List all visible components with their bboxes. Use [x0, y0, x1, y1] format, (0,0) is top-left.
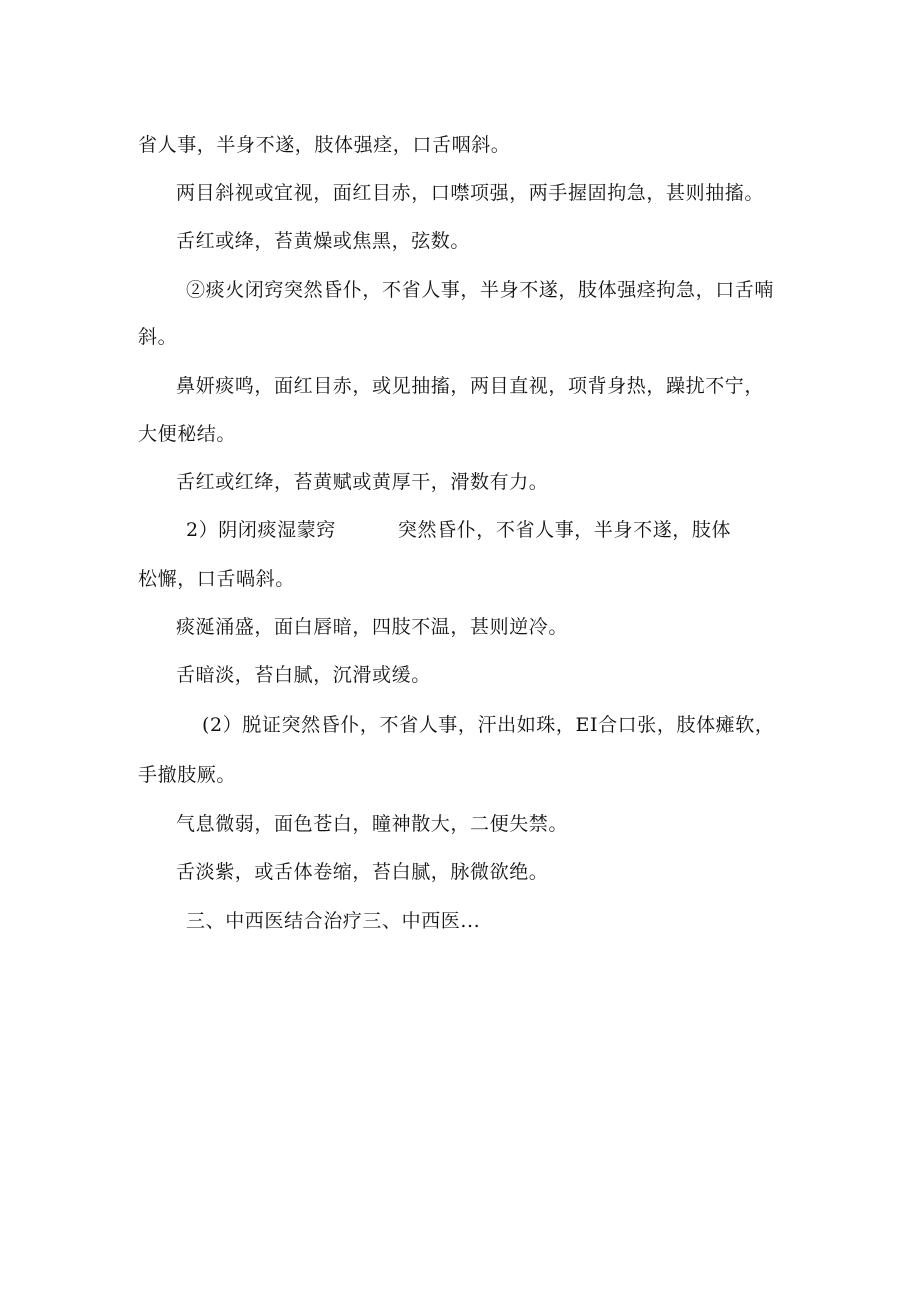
text-line: 松懈，口舌喎斜。 [138, 568, 295, 590]
text-line: 痰涎涌盛，面白唇暗，四肢不温，甚则逆冷。 [176, 616, 569, 638]
text-line: 鼻妍痰鸣，面红目赤，或见抽搐，两目直视，项背身热，躁扰不宁， [176, 375, 765, 397]
text-line: 斜。 [138, 326, 178, 348]
text-line: 舌暗淡，苔白腻，沉滑或缓。 [176, 664, 431, 686]
text-line: 三、中西医结合治疗三、中西医... [186, 910, 481, 932]
split-line-right: 突然昏仆，不省人事，半身不遂，肢体 [397, 519, 732, 541]
split-text-line [186, 518, 731, 542]
split-line-left: 2）阴闭痰湿蒙窍 [186, 519, 336, 541]
text-line: 大便秘结。 [138, 423, 237, 445]
text-line: ②痰火闭窍突然昏仆，不省人事，半身不遂，肢体强痉拘急，口舌喃 [186, 279, 775, 301]
text-line: (2）脱证突然昏仆，不省人事，汗出如珠，EI合口张，肢体瘫软， [202, 714, 775, 736]
text-line: 省人事，半身不遂，肢体强痉，口舌咽斜。 [138, 134, 511, 156]
text-line: 舌淡紫，或舌体卷缩，苔白腻，脉微欲绝。 [176, 861, 549, 883]
text-line: 舌红或绛，苔黄燥或焦黑，弦数。 [176, 230, 471, 252]
text-line: 两目斜视或宜视，面红目赤，口噤项强，两手握固拘急，甚则抽搐。 [176, 182, 765, 204]
text-line: 舌红或红绛，苔黄赋或黄厚干，滑数有力。 [176, 471, 549, 493]
text-line: 气息微弱，面色苍白，瞳神散大，二便失禁。 [176, 813, 569, 835]
text-line: 手撤肢厥。 [138, 764, 237, 786]
